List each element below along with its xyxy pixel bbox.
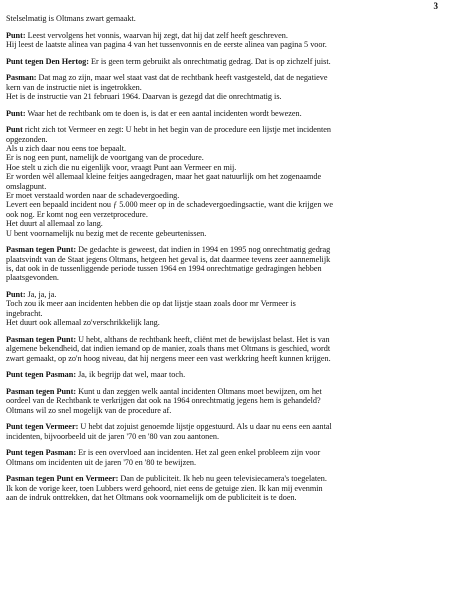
text-line <box>6 40 438 49</box>
line-text: Hoe stelt u zich die nu eigenlijk voor, vraagt Punt aan Vermeer en mij. <box>6 162 237 172</box>
paragraph <box>6 57 438 66</box>
text-line <box>6 163 438 172</box>
text-line <box>6 493 438 502</box>
line-text: plaatsvindt van de Staat jegens Oltmans, hetgeen het geval is, dat daarmee tevens zeer aannemelijk <box>6 254 331 264</box>
line-text: Kunt u dan zeggen welk aantal incidenten Oltmans moet bewijzen, om het <box>76 386 322 396</box>
line-text: Ja, ik begrijp dat wel, maar toch. <box>76 370 186 380</box>
line-text: Ik kon de vorige keer, toen Lubbers werd gehoord, niet eens de getuige zien. Ik kan mij evenmin <box>6 483 323 493</box>
text-line <box>6 109 438 118</box>
line-text: Toch zou ik meer aan incidenten hebben die op dat lijstje staan zoals door mr Vermeer is <box>6 299 296 309</box>
text-line <box>6 344 438 353</box>
line-text: Oltmans wil zo snel mogelijk van de procedure af. <box>6 405 172 415</box>
document-body <box>6 14 438 510</box>
line-text: Het duurt ook allemaal zo'verschrikkelijk lang. <box>6 318 160 328</box>
speaker-label: Punt: <box>6 30 26 40</box>
text-line <box>6 396 438 405</box>
speaker-label: Punt: <box>6 290 26 300</box>
speaker-label: Pasman tegen Punt: <box>6 386 77 396</box>
line-text: U bent voornamelijk nu bezig met de recente gebeurtenissen. <box>6 228 207 238</box>
paragraph <box>6 387 438 415</box>
line-text: aan de indruk onttrekken, dat het Oltmans ook voornamelijk om de publiciteit is te doen. <box>6 493 297 503</box>
line-text: kern van de instructie niet is ingetrokken. <box>6 82 142 92</box>
speaker-label: Punt <box>6 125 23 135</box>
line-text: Het duurt al allemaal zo lang. <box>6 219 103 229</box>
text-line <box>6 370 438 379</box>
paragraph <box>6 422 438 441</box>
speaker-label: Punt tegen Pasman: <box>6 370 77 380</box>
line-text: Dat mag zo zijn, maar wel staat vast dat de rechtbank heeft vastgesteld, dat de negatieve <box>36 73 328 83</box>
text-line <box>6 144 438 153</box>
paragraph <box>6 290 438 328</box>
speaker-label: Punt: <box>6 108 26 118</box>
text-line <box>6 172 438 181</box>
text-line <box>6 57 438 66</box>
line-text: Er is nog een punt, namelijk de voortgang van de procedure. <box>6 153 204 163</box>
paragraph <box>6 370 438 379</box>
text-line <box>6 422 438 431</box>
page-number: 3 <box>433 1 438 11</box>
line-text: Als u zich daar nou eens toe bepaalt. <box>6 144 127 153</box>
line-text: U hebt, althans de rechtbank heeft, cliënt met de bewijslast belast. Het is van <box>76 334 330 344</box>
line-text: Ja, ja, ja. <box>25 290 57 300</box>
text-line <box>6 484 438 493</box>
line-text: is, dat ook in de tussenliggende periode tussen 1964 en 1994 onrechtmatige gedragingen hebben <box>6 264 322 274</box>
text-line <box>6 182 438 191</box>
speaker-label: Punt tegen Den Hertog: <box>6 56 89 66</box>
speaker-label: Pasman: <box>6 73 37 83</box>
text-line <box>6 83 438 92</box>
paragraph <box>6 448 438 467</box>
paragraph <box>6 31 438 50</box>
speaker-label: Pasman tegen Punt en Vermeer: <box>6 474 119 484</box>
line-text: Stelselmatig is Oltmans zwart gemaakt. <box>6 14 136 23</box>
line-text: Er is een overvloed aan incidenten. Het zal geen enkel probleem zijn voor <box>76 448 321 458</box>
text-line <box>6 200 438 209</box>
text-line <box>6 309 438 318</box>
line-text: Levert een bepaald incident nou ƒ 5.000 meer op in de schadevergoedingsactie, want die krijgen we <box>6 200 334 210</box>
text-line <box>6 31 438 40</box>
text-line <box>6 458 438 467</box>
text-line <box>6 264 438 273</box>
text-line <box>6 14 438 23</box>
line-text: Waar het de rechtbank om te doen is, is dat er een aantal incidenten wordt bewezen. <box>25 108 302 118</box>
text-line <box>6 92 438 101</box>
speaker-label: Pasman tegen Punt: <box>6 245 77 255</box>
speaker-label: Punt tegen Pasman: <box>6 448 77 458</box>
text-line <box>6 432 438 441</box>
line-text: De gedachte is geweest, dat indien in 1994 en 1995 nog onrechtmatig gedrag <box>76 245 331 255</box>
line-text: incidenten, bijvoorbeeld uit de jaren '70 en '80 van zou aantonen. <box>6 431 220 441</box>
text-line <box>6 448 438 457</box>
line-text: Hij leest de laatste alinea van pagina 4 van het tussenvonnis en de eerste alinea van pagina 5 voor. <box>6 40 327 49</box>
line-text: ook nog. Er komt nog een verzetprocedure. <box>6 209 148 219</box>
paragraph <box>6 73 438 101</box>
line-text: Oltmans om incidenten uit de jaren '70 en '80 te bewijzen. <box>6 457 197 467</box>
line-text: plaatsgevonden. <box>6 273 59 283</box>
text-line <box>6 387 438 396</box>
line-text: omslagpunt. <box>6 181 47 191</box>
text-line <box>6 219 438 228</box>
text-line <box>6 191 438 200</box>
text-line <box>6 354 438 363</box>
paragraph <box>6 335 438 363</box>
line-text: Het is de instructie van 21 februari 1964. Daarvan is gezegd dat die onrechtmatig is. <box>6 92 282 101</box>
line-text: U hebt dat zojuist genoemde lijstje opgestuurd. Als u daar nu eens een aantal <box>78 422 332 432</box>
line-text: Er is geen term gebruikt als onrechtmatig gedrag. Dat is op zichzelf juist. <box>89 56 331 66</box>
text-line <box>6 299 438 308</box>
line-text: richt zich tot Vermeer en zegt: U hebt in het begin van de procedure een lijstje met incidenten <box>22 125 331 135</box>
line-text: oordeel van de Rechtbank te verkrijgen dat ook na 1964 onrechtmatig jegens hem is gehandeld? <box>6 396 321 406</box>
line-text: Er moet verstaald worden naar de schadevergoeding. <box>6 191 180 201</box>
text-line <box>6 73 438 82</box>
text-line <box>6 210 438 219</box>
speaker-label: Pasman tegen Punt: <box>6 334 77 344</box>
line-text: Er worden wèl allemaal kleine feitjes aangedragen, maar het gaat natuurlijk om het zogenaamde <box>6 172 322 182</box>
paragraph <box>6 474 438 502</box>
paragraph <box>6 125 438 238</box>
text-line <box>6 245 438 254</box>
text-line <box>6 153 438 162</box>
text-line <box>6 255 438 264</box>
text-line <box>6 335 438 344</box>
text-line <box>6 318 438 327</box>
text-line <box>6 229 438 238</box>
paragraph <box>6 109 438 118</box>
text-line <box>6 290 438 299</box>
line-text: ingebracht. <box>6 308 43 318</box>
speaker-label: Punt tegen Vermeer: <box>6 422 79 432</box>
text-line <box>6 474 438 483</box>
line-text: Dan de publiciteit. Ik heb nu geen televisiecamera's toegelaten. <box>118 474 327 484</box>
paragraph <box>6 245 438 283</box>
line-text: Leest vervolgens het vonnis, waarvan hij zegt, dat hij dat zelf heeft geschreven. <box>25 30 288 40</box>
line-text: zwart gemaakt, op zo'n hoog niveau, dat hij nergens meer een vast werkkring heeft kunnen krijgen. <box>6 353 331 363</box>
text-line <box>6 125 438 134</box>
line-text: opgezonden. <box>6 134 48 144</box>
text-line <box>6 406 438 415</box>
text-line <box>6 273 438 282</box>
paragraph <box>6 14 438 23</box>
line-text: algemene bekendheid, dat indien iemand op de manier, zoals thans met Oltmans is geschied, wordt <box>6 344 331 354</box>
text-line <box>6 135 438 144</box>
